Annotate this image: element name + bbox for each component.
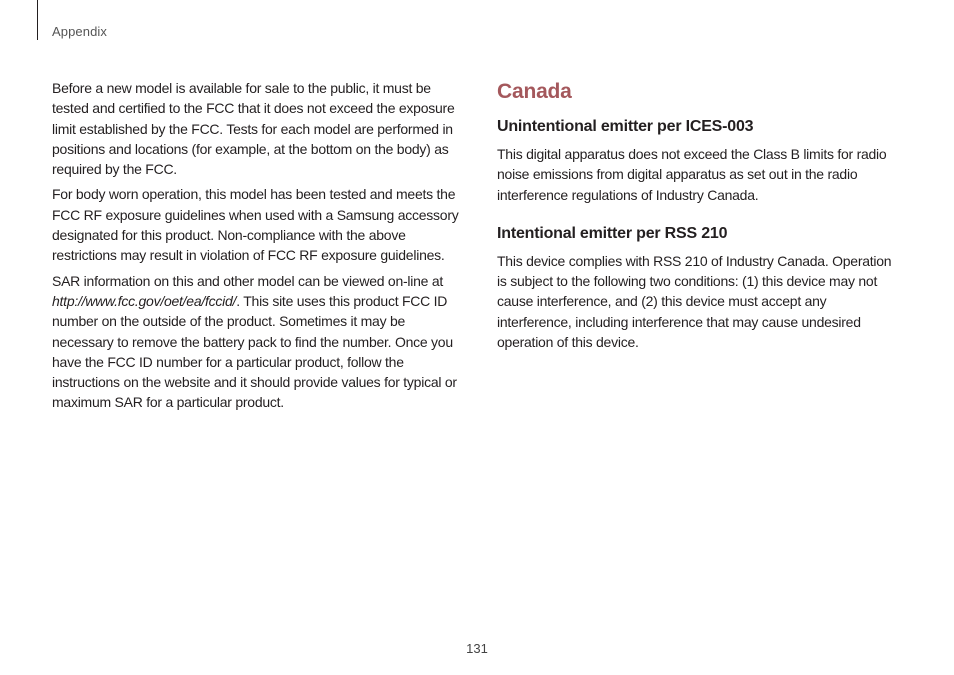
canada-heading: Canada bbox=[497, 80, 572, 103]
fcc-testing-paragraph: Before a new model is available for sale to the public, it must be tested and certified to the FCC that it does not exceed the exposure limit established by the FCC. Tests for each model are performed in positions and locations (for example, at the bottom on the body) as required by the FCC. bbox=[52, 80, 455, 178]
ices-003-heading: Unintentional emitter per ICES-003 bbox=[497, 118, 754, 135]
sar-info-paragraph bbox=[52, 271, 462, 413]
right-column bbox=[497, 78, 897, 357]
sar-info-prefix: SAR information on this and other model can be viewed on-line at bbox=[52, 272, 444, 289]
left-column bbox=[52, 78, 462, 418]
ices-003-paragraph: This digital apparatus does not exceed the Class B limits for radio noise emissions from digital apparatus as set out in the radio interference regulations of Industry Canada. bbox=[497, 146, 887, 203]
sar-info-suffix: . This site uses this product FCC ID number on the outside of the product. Sometimes it may be necessary to remove the battery pack to find the number. Once you have the FCC ID number for a particular product, follow the instructions on the website and it should provide values for typical or maximum SAR for a particular product. bbox=[52, 292, 457, 411]
header-rule bbox=[37, 0, 38, 40]
rss-210-heading: Intentional emitter per RSS 210 bbox=[497, 224, 728, 242]
rss-210-paragraph: This device complies with RSS 210 of Industry Canada. Operation is subject to the following two conditions: (1) this device may not cause interference, and (2) this device must accept any interference, including interference that may cause undesired operation of this device. bbox=[497, 252, 892, 351]
section-label: Appendix bbox=[52, 24, 108, 39]
body-worn-paragraph: For body worn operation, this model has been tested and meets the FCC RF exposure guidelines when used with a Samsung accessory designated for this product. Non-compliance with the above restrictions may result in violation of FCC RF exposure guidelines. bbox=[52, 186, 459, 264]
page-number: 131 bbox=[466, 641, 488, 656]
fcc-id-link[interactable]: http://www.fcc.gov/oet/ea/fccid/ bbox=[52, 292, 237, 309]
